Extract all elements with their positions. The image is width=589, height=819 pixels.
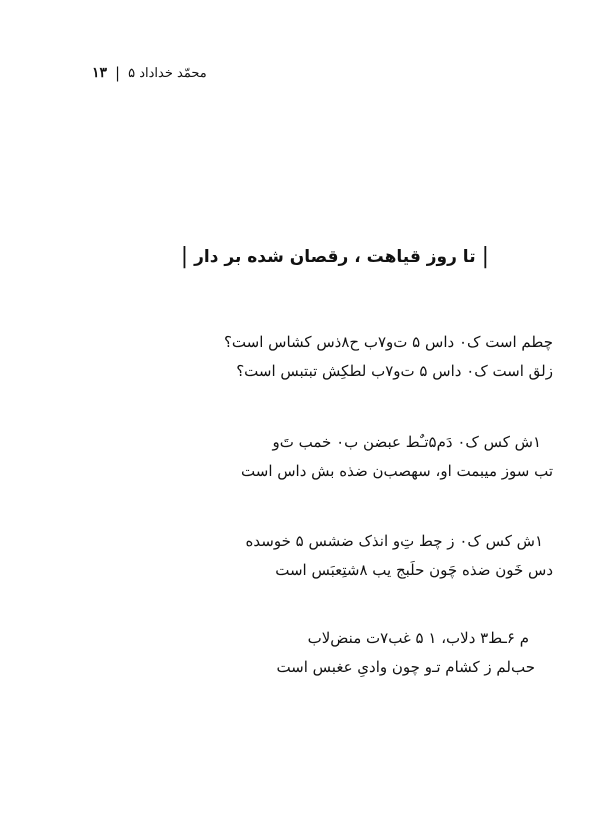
verse-line: حب‌لم ز کشام تـ‌و چون وادیِ عغبس است bbox=[276, 658, 535, 676]
title-bar-end: | bbox=[180, 244, 189, 269]
stanza-1 bbox=[224, 328, 553, 386]
verse-line: ۱ش کس ک۰ دَم۵تـٌط عبضن ب۰ خمب تَ‌و bbox=[272, 433, 541, 451]
stanza-2 bbox=[241, 428, 553, 486]
verse-line: زلق است ک۰ داس ۵ ت‌و۷ب لطکِش تبتبس است؟ bbox=[236, 362, 553, 380]
author-name: محمّد خداداد ۵ bbox=[128, 65, 207, 81]
poem-title-text: تا روز قیاهت ، رقصان شده بر دار bbox=[194, 246, 476, 267]
verse-line: تب سوز میبمت او، سهصب‌ن ضذه بش داس است bbox=[241, 462, 553, 480]
header-separator: | bbox=[115, 64, 121, 82]
verse-line: ۱ش کس ک۰ ز چط تِ‌و انذک ضشس ۵ خوسده bbox=[245, 532, 543, 550]
title-bar-start: | bbox=[481, 244, 489, 269]
stanza-3 bbox=[246, 527, 553, 585]
verse-line: م ۶ـط۳ دلا‌ب، ۱ ۵ غب‌۷ت منض‌لا‌ب bbox=[307, 629, 529, 647]
poem-title bbox=[180, 244, 495, 269]
stanza-4 bbox=[276, 624, 535, 682]
page-header bbox=[92, 64, 207, 82]
verse-line: دس خَون ضذه چَون حلَبج یب ۸شتِعبَس است bbox=[275, 561, 553, 579]
page-number: ۱۳ bbox=[92, 65, 108, 81]
verse-line: چطم است ک۰ داس ۵ ت‌و۷ب ح۸ذس کشاس است؟ bbox=[223, 333, 553, 351]
